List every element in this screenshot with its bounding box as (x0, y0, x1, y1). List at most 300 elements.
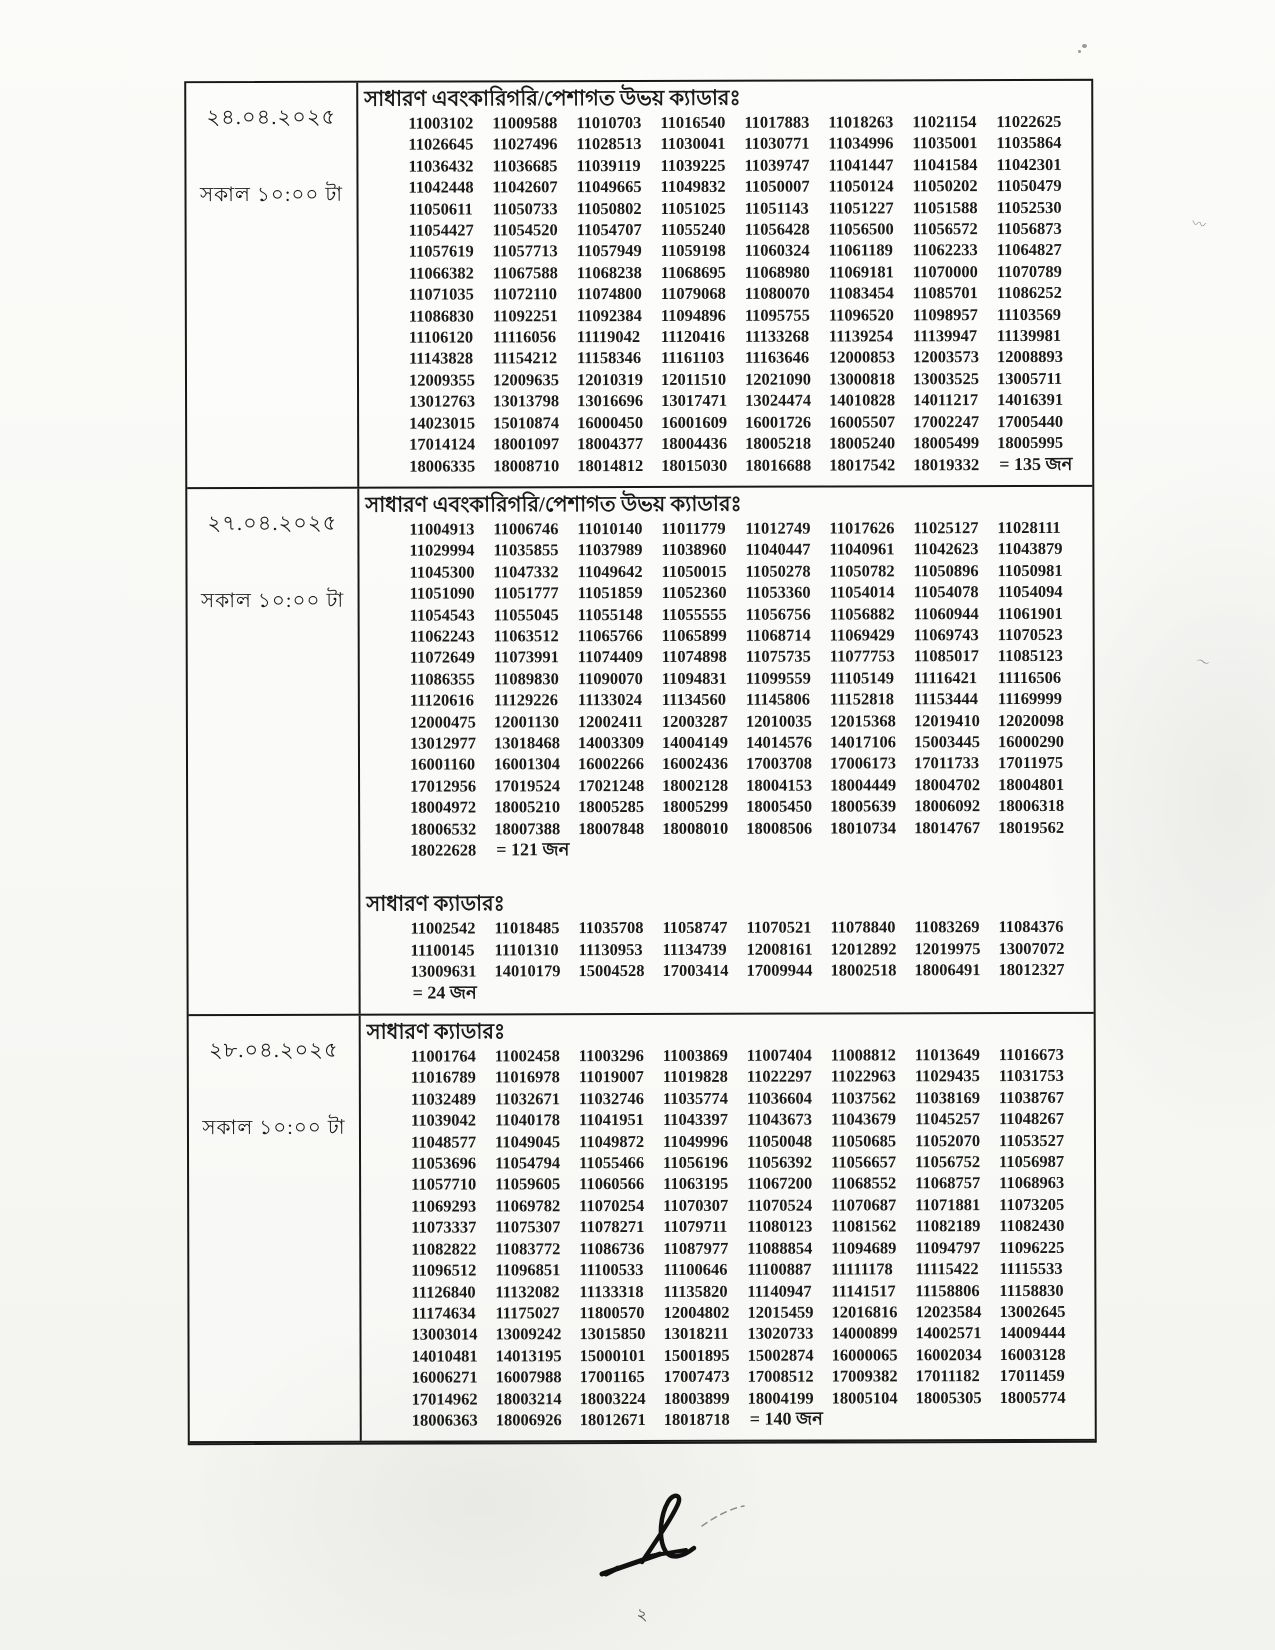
roll-number: 14010828 (829, 390, 896, 410)
roll-number: 11175027 (495, 1303, 560, 1323)
roll-number: 11100646 (663, 1259, 728, 1280)
roll-number: 11061189 (828, 240, 893, 260)
roll-list (410, 917, 1082, 981)
roll-number: 18004702 (914, 774, 981, 795)
roll-number: 11053527 (998, 1130, 1065, 1150)
roll-number: 11116421 (913, 667, 978, 688)
roll-number: 11099559 (745, 668, 811, 688)
roll-number: 11065766 (577, 625, 643, 646)
roll-number: 12001130 (493, 711, 560, 731)
roll-number: 11016540 (660, 112, 726, 132)
session-1-content-cell (358, 81, 1092, 487)
roll-number: 11010140 (577, 518, 643, 539)
session-1-time: সকাল ১০:০০ টা (199, 183, 344, 207)
session-3-date-cell (189, 1016, 362, 1442)
roll-number: 11041584 (912, 154, 978, 175)
roll-number: 18005285 (578, 797, 645, 817)
roll-number: 16001304 (493, 754, 561, 774)
roll-number: 11048267 (998, 1109, 1065, 1129)
roll-number: 12020098 (997, 710, 1064, 730)
cadre-block (364, 84, 1086, 477)
roll-number: 11085123 (997, 646, 1063, 666)
roll-number: 13020733 (747, 1323, 814, 1344)
roll-number: 17003708 (745, 753, 813, 774)
roll-number: 11139981 (996, 325, 1062, 346)
total-count: = 135 জন (999, 453, 1073, 474)
roll-number: 11070524 (747, 1195, 813, 1215)
roll-number: 13002645 (999, 1301, 1066, 1321)
roll-number: 11029994 (409, 540, 475, 560)
roll-number: 11003102 (408, 113, 474, 133)
roll-number: 17008512 (747, 1366, 814, 1386)
roll-number: 11054427 (408, 220, 474, 240)
roll-number: 16007988 (495, 1367, 562, 1387)
roll-number: 11022963 (830, 1066, 896, 1086)
roll-number: 11031753 (998, 1066, 1064, 1086)
roll-number: 18015030 (661, 455, 728, 475)
roll-number: 11070687 (831, 1195, 897, 1215)
roll-number: 11051090 (409, 583, 475, 603)
roll-number: 11035708 (578, 918, 644, 938)
roll-number: 13013798 (493, 391, 560, 411)
roll-number: 11053696 (411, 1153, 477, 1173)
roll-number: 11143828 (408, 348, 474, 369)
roll-number: 18006926 (495, 1410, 562, 1430)
signature-scribble-icon (598, 1492, 748, 1592)
roll-number: 11043679 (830, 1109, 897, 1129)
roll-number: 11056873 (996, 218, 1062, 239)
roll-number: 11054094 (997, 582, 1063, 602)
roll-number: 11042623 (913, 539, 979, 559)
cadre-block-title: সাধারণ এবংকারিগরি/পেশাগত উভয় ক্যাডারঃ (365, 491, 742, 517)
session-1-date: ২৪.০৪.২০২৫ (206, 104, 337, 130)
roll-number: 13018468 (493, 733, 560, 753)
roll-number: 18002518 (830, 960, 897, 980)
roll-number: 11083772 (495, 1238, 561, 1259)
roll-number: 11050479 (996, 176, 1062, 196)
roll-number: 11057949 (576, 241, 642, 261)
roll-number: 11056428 (744, 219, 810, 239)
roll-number: 11068980 (744, 262, 810, 282)
roll-number: 18004436 (661, 433, 728, 454)
roll-number: 12009635 (492, 370, 560, 390)
roll-number-list (367, 1044, 1088, 1431)
roll-number: 11116506 (997, 667, 1062, 687)
roll-number: 18005305 (915, 1387, 982, 1407)
roll-number: 11051025 (660, 198, 726, 218)
roll-number: 11057710 (411, 1174, 477, 1195)
roll-number: 11069429 (829, 625, 895, 645)
roll-number: 11045300 (409, 562, 475, 582)
roll-number: 11074898 (661, 647, 727, 667)
session-3-time: সকাল ১০:০০ টা (202, 1116, 346, 1140)
roll-number: 11133318 (579, 1281, 644, 1301)
roll-number: 11133024 (577, 690, 643, 710)
roll-number: 11056657 (831, 1152, 897, 1172)
roll-number: 11051227 (828, 197, 894, 218)
roll-number: 11056500 (828, 219, 894, 239)
roll-number: 11007404 (746, 1045, 812, 1065)
roll-number: 18006318 (998, 796, 1065, 816)
roll-number: 11028111 (997, 517, 1061, 537)
roll-number: 11106120 (408, 327, 474, 347)
roll-number: 11100887 (747, 1259, 812, 1279)
roll-number: 11035864 (996, 133, 1062, 153)
roll-number: 18004199 (747, 1388, 814, 1408)
roll-number: 11158830 (999, 1280, 1064, 1300)
roll-number: 11092251 (492, 305, 558, 326)
cadre-block-title: সাধারণ ক্যাডারঃ (366, 1019, 506, 1044)
roll-number: 15004528 (578, 961, 645, 981)
roll-number: 11074800 (576, 284, 642, 304)
roll-number: 18019562 (998, 817, 1065, 837)
roll-number: 18005774 (999, 1387, 1066, 1407)
roll-number: 11060944 (913, 603, 979, 623)
session-row-1 (186, 81, 1092, 489)
roll-number: 11039042 (410, 1110, 477, 1130)
roll-number: 17019524 (494, 775, 561, 796)
roll-number: 11070789 (996, 261, 1062, 281)
roll-number: 11019007 (578, 1067, 644, 1087)
roll-number: 11036432 (408, 156, 474, 176)
cadre-block (365, 490, 1087, 861)
roll-number: 17014962 (411, 1388, 478, 1409)
roll-number: 13005711 (996, 368, 1063, 388)
roll-number: 11003296 (578, 1046, 644, 1066)
roll-number: 12003573 (912, 347, 979, 367)
roll-number: 18014767 (914, 817, 981, 837)
roll-number: 11073337 (411, 1217, 477, 1237)
roll-number: 15003445 (913, 732, 980, 752)
roll-number: 11130953 (578, 939, 643, 959)
roll-number: 11039119 (576, 155, 641, 175)
roll-number: 17021248 (578, 775, 645, 795)
roll-number: 11158346 (576, 348, 642, 368)
roll-number: 18022628 (410, 840, 477, 860)
roll-number: 12002411 (577, 711, 644, 731)
roll-number: 11032489 (410, 1089, 476, 1109)
roll-number: 11006746 (493, 519, 559, 539)
roll-number: 11055466 (579, 1153, 645, 1173)
roll-number: 11051588 (912, 197, 978, 217)
roll-number: 11054014 (829, 582, 895, 602)
roll-number: 11086830 (408, 306, 474, 326)
roll-number: 11043397 (662, 1110, 729, 1130)
roll-number: 12008893 (996, 347, 1063, 367)
roll-number: 17012956 (410, 776, 477, 796)
roll-number: 12019975 (914, 938, 981, 959)
roll-number: 11174634 (411, 1303, 476, 1323)
roll-number: 11056752 (915, 1152, 981, 1172)
roll-number: 14023015 (409, 413, 476, 433)
roll-number: 11017626 (829, 518, 895, 538)
roll-number: 11051859 (577, 583, 643, 603)
roll-number: 12015459 (747, 1302, 814, 1322)
cadre-block-title: সাধারণ এবংকারিগরি/পেশাগত উভয় ক্যাডারঃ (364, 85, 741, 111)
roll-number: 12003287 (661, 711, 728, 731)
roll-number: 14004149 (661, 732, 728, 752)
roll-number: 12015368 (829, 710, 896, 731)
roll-number: 11037989 (577, 540, 643, 560)
roll-number: 18008710 (493, 455, 560, 475)
roll-number: 18001097 (493, 434, 560, 454)
roll-number: 15010874 (493, 412, 560, 433)
roll-number: 11140947 (747, 1281, 812, 1301)
roll-number: 11081562 (831, 1216, 897, 1236)
roll-number: 11050685 (830, 1130, 897, 1151)
roll-number: 11134560 (661, 689, 727, 710)
roll-number: 11070307 (663, 1195, 729, 1215)
roll-number: 13003014 (411, 1324, 478, 1344)
roll-number: 17009382 (831, 1366, 898, 1386)
roll-number: 11056572 (912, 219, 978, 239)
roll-number: 11022297 (746, 1066, 812, 1087)
roll-number: 11077753 (829, 646, 895, 666)
roll-number: 11016789 (410, 1067, 476, 1088)
roll-number: 11116056 (492, 327, 557, 347)
roll-number: 18006363 (411, 1410, 478, 1430)
roll-number: 16002034 (915, 1344, 982, 1365)
roll-number: 11049045 (494, 1131, 561, 1152)
roll-number: 11021154 (912, 112, 977, 132)
roll-number: 16003128 (999, 1344, 1066, 1364)
roll-number: 11080070 (744, 283, 810, 303)
roll-number: 13012763 (409, 391, 476, 411)
roll-number: 11069782 (495, 1196, 561, 1216)
roll-number: 11094831 (661, 668, 727, 688)
roll-number: 11082189 (915, 1216, 981, 1236)
exam-schedule-table (184, 79, 1097, 1446)
roll-number: 11141517 (831, 1280, 896, 1301)
roll-number: 17003414 (662, 960, 729, 981)
session-1-date-cell (186, 83, 359, 487)
roll-number: 11010703 (576, 112, 642, 133)
roll-number: 14002571 (915, 1323, 982, 1343)
roll-number: 13017471 (661, 391, 728, 411)
roll-number: 14017106 (829, 732, 896, 752)
roll-number: 11098957 (912, 304, 978, 324)
roll-number: 12004802 (663, 1302, 730, 1322)
total-count: = 121 জন (496, 839, 570, 860)
roll-number: 12000853 (828, 347, 895, 367)
roll-number: 11088854 (747, 1238, 813, 1258)
roll-number: 13007072 (998, 938, 1065, 958)
roll-number: 17011733 (913, 753, 980, 773)
roll-number: 11132082 (495, 1281, 560, 1301)
roll-number: 18004972 (410, 797, 477, 817)
roll-number: 11103569 (996, 304, 1062, 324)
roll-number: 11094797 (915, 1237, 981, 1257)
roll-number: 11086355 (409, 669, 475, 689)
roll-number: 18004153 (746, 775, 813, 795)
roll-number: 11096225 (999, 1237, 1065, 1257)
scan-speck (1082, 44, 1087, 48)
roll-number: 18003899 (663, 1388, 730, 1408)
roll-number: 11115533 (999, 1258, 1063, 1279)
roll-number: 18005450 (746, 796, 813, 816)
roll-number: 16000065 (831, 1345, 898, 1365)
roll-number: 11043673 (746, 1109, 813, 1129)
roll-number: 18017542 (829, 454, 896, 475)
roll-number: 16006271 (411, 1367, 478, 1387)
roll-number: 12012892 (830, 939, 897, 959)
roll-number: 11094689 (831, 1238, 897, 1258)
roll-number: 11042448 (408, 177, 474, 197)
roll-number: 11040178 (494, 1110, 561, 1130)
roll-number: 14003309 (577, 732, 644, 753)
roll-number: 11100145 (410, 940, 475, 960)
roll-number: 11054078 (913, 582, 979, 602)
roll-number: 11115422 (915, 1259, 979, 1279)
roll-number: 11153444 (913, 689, 979, 709)
roll-number: 11069293 (411, 1196, 477, 1216)
roll-number: 11120416 (660, 326, 726, 347)
roll-number: 11048577 (410, 1132, 477, 1152)
roll-number: 11085017 (913, 646, 979, 666)
roll-number: 11002542 (410, 918, 476, 939)
roll-number: 14009444 (999, 1323, 1066, 1343)
roll-number: 11067200 (747, 1174, 813, 1194)
roll-number: 11003869 (662, 1045, 728, 1065)
roll-number: 11078271 (579, 1217, 645, 1237)
roll-number: 17011975 (997, 753, 1064, 773)
roll-number: 11055045 (493, 604, 559, 624)
roll-number: 17009944 (746, 960, 813, 980)
roll-number: 18005218 (745, 433, 812, 453)
roll-number: 11050896 (913, 560, 979, 581)
roll-number: 11050981 (997, 560, 1063, 580)
roll-number: 12016816 (831, 1302, 898, 1322)
roll-number: 18005995 (997, 432, 1064, 453)
scan-speck (1078, 50, 1081, 53)
roll-number: 11069181 (828, 262, 894, 282)
roll-number: 11013649 (914, 1045, 980, 1065)
roll-number: 11028513 (576, 134, 642, 154)
roll-number: 16001726 (745, 412, 812, 432)
roll-number: 11126840 (411, 1281, 476, 1302)
roll-number: 11050802 (576, 198, 642, 218)
roll-number: 11025127 (913, 518, 979, 538)
roll-number: 13015850 (579, 1324, 646, 1344)
roll-number: 11002458 (494, 1046, 560, 1066)
roll-number: 11056196 (663, 1152, 729, 1173)
page-number: ২ (636, 1605, 648, 1624)
roll-number: 11019828 (662, 1067, 728, 1087)
roll-number: 11042301 (996, 154, 1062, 174)
roll-number: 11054543 (409, 604, 475, 625)
roll-number: 18014812 (577, 455, 644, 475)
roll-number: 11163646 (744, 348, 810, 368)
roll-number: 18008506 (746, 818, 813, 838)
roll-number: 17002247 (913, 411, 980, 431)
roll-number: 18008010 (662, 818, 729, 838)
roll-number: 11070000 (912, 261, 978, 282)
roll-number: 11070521 (746, 917, 812, 938)
roll-number: 11101310 (494, 940, 559, 960)
roll-number: 11053360 (745, 582, 811, 602)
roll-number: 18007388 (494, 818, 561, 838)
roll-number: 17001165 (579, 1367, 645, 1387)
roll-number: 11035855 (493, 540, 559, 560)
roll-number: 11049832 (660, 176, 726, 197)
roll-number: 11073991 (493, 647, 559, 667)
roll-number: 11100533 (579, 1260, 644, 1280)
roll-number: 11056987 (999, 1151, 1065, 1172)
roll-number: 11089830 (493, 668, 559, 689)
roll-number: 11079068 (660, 284, 726, 304)
roll-number: 11057619 (408, 241, 474, 262)
roll-number: 11036685 (492, 156, 558, 176)
roll-number: 11061901 (997, 603, 1063, 623)
roll-number: 11139947 (912, 326, 978, 346)
roll-number: 18005499 (913, 433, 980, 453)
roll-number: 11169999 (997, 689, 1063, 709)
roll-number: 11074409 (577, 647, 643, 667)
roll-number: 15000101 (579, 1345, 646, 1365)
roll-number: 18004449 (830, 775, 897, 795)
scan-edge-mark: 〰 (1190, 216, 1208, 235)
roll-number: 11036604 (746, 1088, 812, 1108)
roll-number: 11068552 (831, 1173, 897, 1193)
roll-number: 11084376 (998, 917, 1064, 937)
roll-number: 13018211 (663, 1324, 729, 1344)
roll-number: 17005440 (997, 411, 1064, 431)
roll-number: 11154212 (492, 348, 558, 368)
roll-number: 11030041 (660, 134, 726, 154)
scan-edge-mark: 〜 (1194, 654, 1212, 673)
roll-number: 11059198 (660, 241, 726, 261)
roll-number: 11001764 (410, 1046, 476, 1066)
roll-number: 12009355 (408, 370, 476, 390)
roll-number: 18006092 (914, 796, 981, 816)
roll-number: 16001609 (661, 412, 728, 432)
roll-number: 17011182 (915, 1366, 980, 1386)
roll-number: 11095755 (744, 305, 810, 325)
roll-number: 11055148 (577, 604, 643, 624)
roll-number: 11090070 (577, 668, 643, 688)
roll-number: 18005639 (830, 796, 897, 816)
roll-number: 11082822 (411, 1239, 477, 1259)
roll-number: 11037562 (830, 1088, 896, 1108)
roll-number: 11050278 (745, 561, 811, 581)
roll-number: 11161103 (660, 348, 725, 368)
roll-number: 11009588 (492, 113, 558, 133)
roll-number: 11050007 (744, 176, 810, 196)
roll-number: 17007473 (663, 1366, 730, 1387)
roll-number: 11071881 (915, 1194, 981, 1215)
roll-number: 16002436 (661, 754, 729, 774)
roll-number: 11068695 (660, 262, 726, 282)
roll-number: 14000899 (831, 1323, 898, 1343)
roll-number: 11039747 (744, 155, 810, 175)
roll-number: 11022625 (996, 111, 1062, 132)
roll-number: 14014576 (745, 732, 812, 752)
roll-number: 12021090 (744, 369, 812, 389)
roll-number: 11083269 (914, 917, 980, 937)
roll-number: 18005210 (494, 797, 561, 817)
roll-number: 11080123 (747, 1216, 813, 1237)
roll-number: 11055240 (660, 219, 726, 239)
roll-number: 11092384 (576, 305, 642, 325)
roll-number: 11096851 (495, 1260, 561, 1280)
roll-number: 11105149 (829, 668, 894, 688)
roll-number: 11026645 (408, 134, 474, 155)
roll-number: 17011459 (999, 1366, 1065, 1386)
roll-number: 11049996 (662, 1131, 729, 1151)
roll-number: 11068757 (915, 1173, 981, 1193)
roll-number: 18006532 (410, 819, 477, 839)
roll-number: 12008161 (746, 939, 813, 959)
